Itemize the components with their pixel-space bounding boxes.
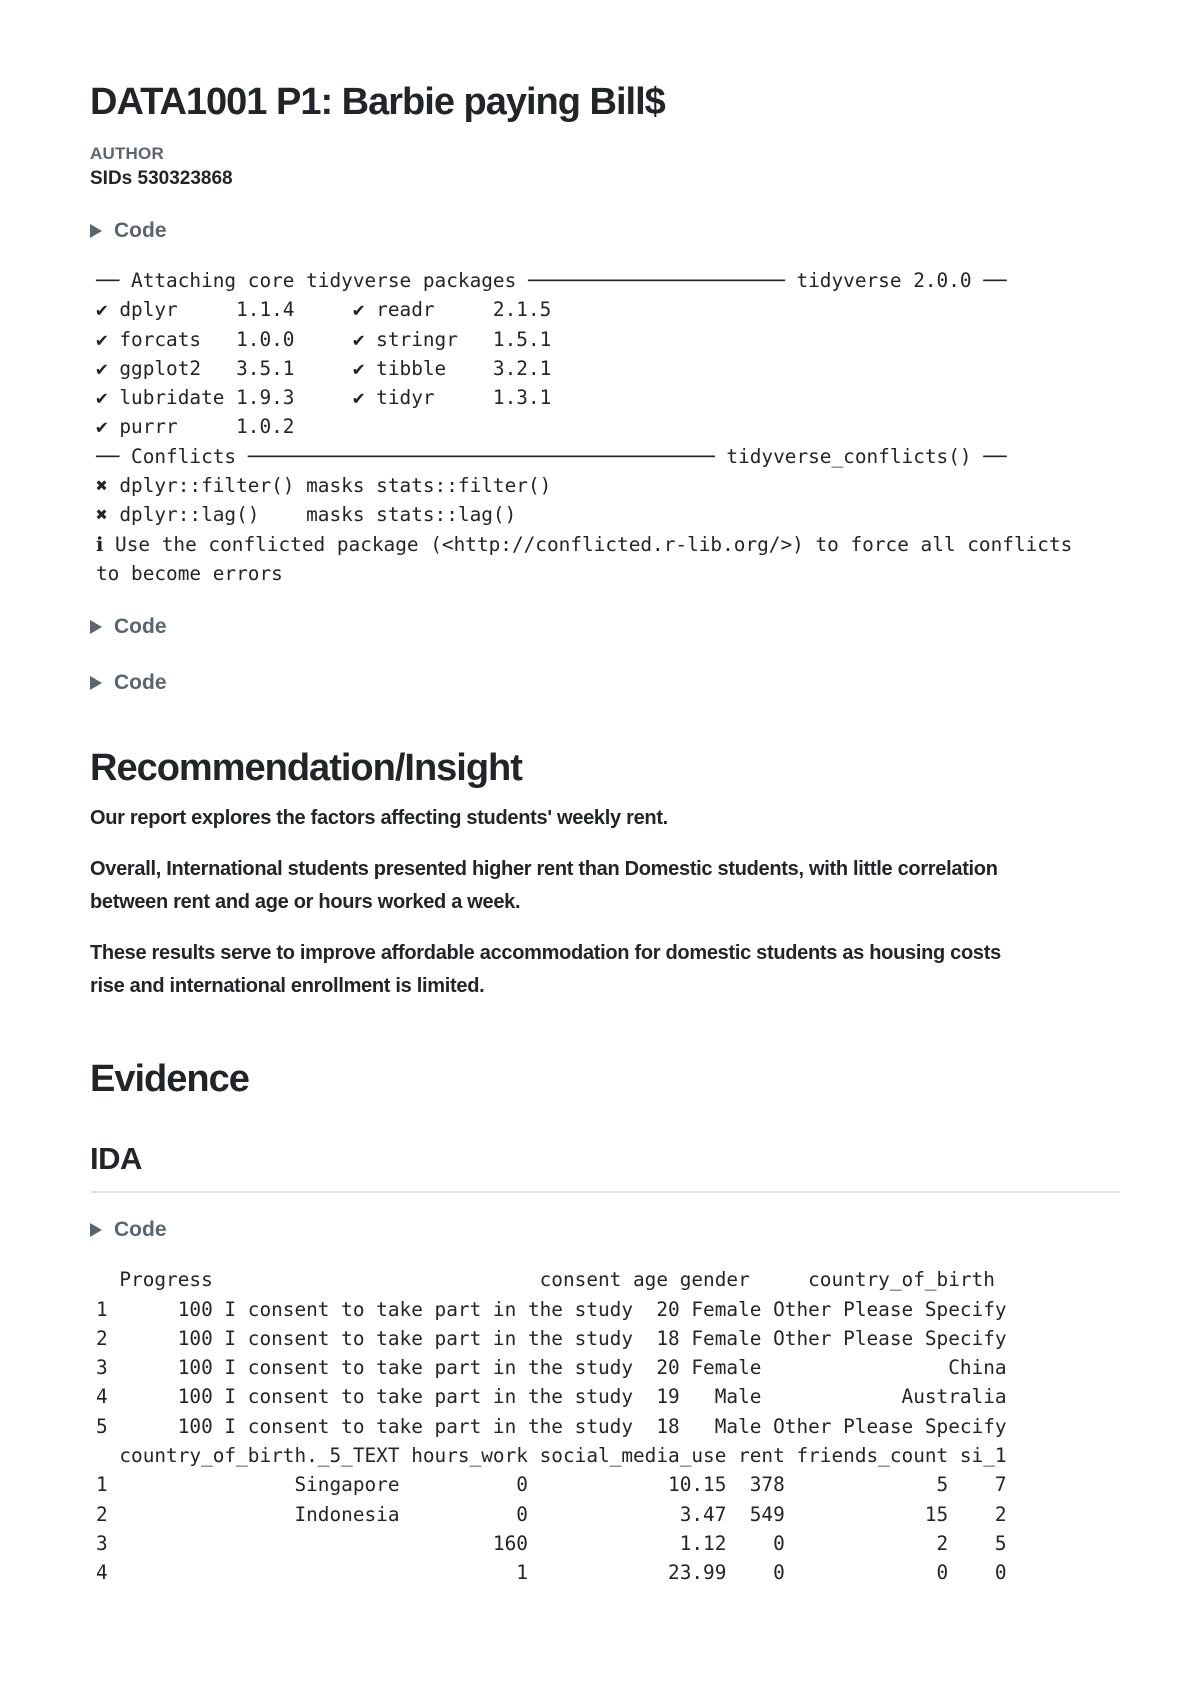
document-page: [90, 0, 1120, 1588]
code-fold-label: Code: [114, 671, 167, 695]
output-line: 5 100 I consent to take part in the study 18 Male Other Please Specify: [96, 1414, 1007, 1438]
code-fold-toggle-2[interactable]: [90, 612, 1120, 642]
output-line: ── Attaching core tidyverse packages ────────────────────── tidyverse 2.0.0 ──: [96, 269, 1007, 292]
output-line: country_of_birth._5_TEXT hours_work social_media_use rent friends_count si_1: [96, 1444, 1007, 1468]
recommendation-paragraph-2: [90, 853, 1120, 919]
triangle-right-icon: [90, 1223, 102, 1237]
output-line: 3 100 I consent to take part in the study 20 Female China: [96, 1356, 1007, 1380]
recommendation-paragraph-1: Our report explores the factors affecting students' weekly rent.: [90, 807, 668, 830]
triangle-right-icon: [90, 676, 102, 690]
recommendation-paragraph-3: [90, 937, 1120, 1003]
code-fold-toggle-3[interactable]: [90, 668, 1120, 698]
paragraph-line: These results serve to improve affordable accommodation for domestic students as housing costs: [90, 942, 1001, 965]
triangle-right-icon: [90, 224, 102, 238]
output-line: Progress consent age gender country_of_birth: [96, 1268, 995, 1292]
code-fold-toggle-4[interactable]: [90, 1215, 1120, 1245]
document-title: DATA1001 P1: Barbie paying Bill$: [90, 81, 665, 123]
output-line: 4 100 I consent to take part in the study 19 Male Australia: [96, 1385, 1007, 1409]
paragraph-line: rise and international enrollment is limited.: [90, 975, 485, 998]
output-line: to become errors: [96, 561, 283, 585]
code-fold-label: Code: [114, 1218, 167, 1242]
output-line: 4 1 23.99 0 0 0: [96, 1561, 1007, 1585]
code-fold-label: Code: [114, 615, 167, 639]
code-fold-toggle-1[interactable]: [90, 216, 1120, 246]
author-label: AUTHOR: [90, 144, 164, 163]
code-fold-label: Code: [114, 219, 167, 242]
recommendation-heading: Recommendation/Insight: [90, 747, 522, 790]
output-line: ✔ ggplot2 3.5.1 ✔ tibble 3.2.1: [96, 356, 552, 380]
output-line: ✖ dplyr::filter() masks stats::filter(): [96, 474, 552, 498]
author-value: SIDs 530323868: [90, 168, 233, 189]
paragraph-line: Overall, International students presented higher rent than Domestic students, with little correlation: [90, 858, 998, 881]
paragraph-line: between rent and age or hours worked a week.: [90, 891, 521, 914]
output-line: ✔ purrr 1.0.2: [96, 415, 295, 439]
tidyverse-load-output: [90, 266, 1120, 588]
output-line: 3 160 1.12 0 2 5: [96, 1531, 1007, 1555]
output-line: ✔ dplyr 1.1.4 ✔ readr 2.1.5: [96, 298, 552, 322]
output-line: ℹ Use the conflicted package (<http://conflicted.r-lib.org/>) to force all conflicts: [96, 532, 1073, 556]
output-line: ✔ lubridate 1.9.3 ✔ tidyr 1.3.1: [96, 386, 552, 410]
output-line: 1 100 I consent to take part in the study 20 Female Other Please Specify: [96, 1297, 1007, 1321]
output-line: ✔ forcats 1.0.0 ✔ stringr 1.5.1: [96, 327, 552, 351]
triangle-right-icon: [90, 620, 102, 634]
output-line: 2 100 I consent to take part in the study 18 Female Other Please Specify: [96, 1326, 1007, 1350]
output-line: 2 Indonesia 0 3.47 549 15 2: [96, 1502, 1007, 1526]
data-head-output: [90, 1265, 1120, 1587]
output-line: ✖ dplyr::lag() masks stats::lag(): [96, 503, 517, 527]
output-line: ── Conflicts ──────────────────────────────────────── tidyverse_conflicts() ──: [96, 444, 1007, 468]
ida-heading: IDA: [90, 1141, 142, 1177]
output-line: 1 Singapore 0 10.15 378 5 7: [96, 1473, 1007, 1497]
evidence-heading: Evidence: [90, 1058, 249, 1101]
